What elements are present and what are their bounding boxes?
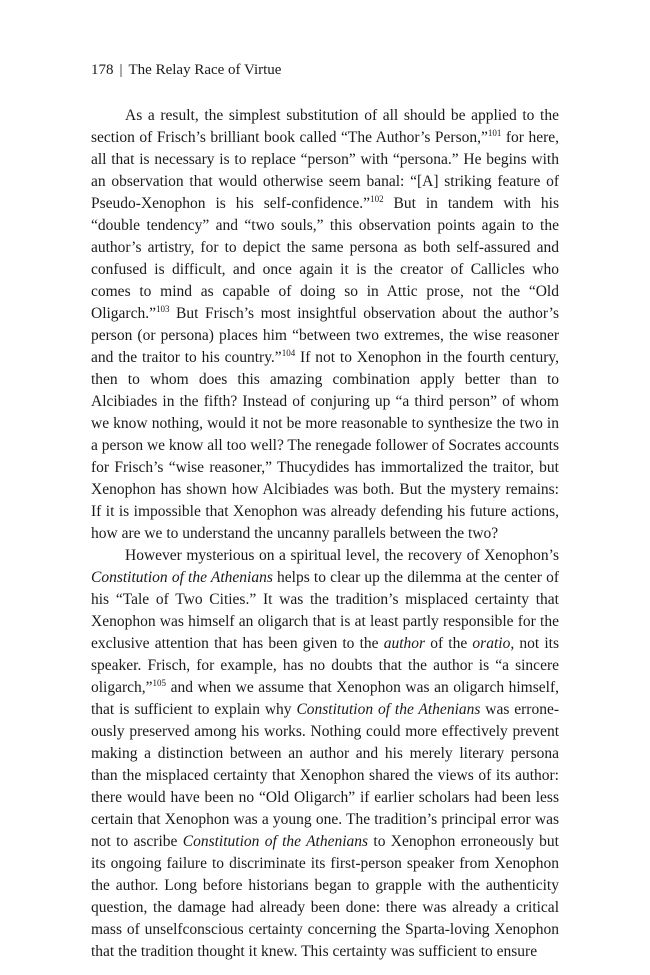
- body-text: [91, 105, 559, 963]
- text-run: If not to Xenophon in the fourth century, then to whom does this amazing combination apply better than to Alcibiades in the fifth? Instead of conjuring up “a third person” of whom we know nothing, would it not be more reasonable to synthesize the two in a person we know all too well? The renegade follower of Socrates accounts for Frisch’s “wise reasoner,” Thucydides has immortalized the traitor, but Xenophon has shown how Alcibiades was both. But the mystery remains: If it is impossible that Xenophon was already defending his future actions, how are we to understand the uncanny parallels between the two?: [91, 349, 559, 542]
- text-run: not its speaker. Frisch, for example, has no doubts that the author is “a sincere oligarch,”: [91, 635, 559, 696]
- text-run: But in tandem with his “double tendency” and “two souls,” this observation points again to the author’s artistry, for to depict the same persona as both self-assured and confused is difficult, and once again it is the creator of Callicles who comes to mind as capable of doing so in Attic prose, not the “Old Oligarch.”: [91, 195, 559, 322]
- footnote-ref: 105: [152, 678, 167, 688]
- header-separator: |: [119, 62, 123, 78]
- text-run: helps to clear up the dilemma at the center of his “Tale of Two Cities.” It was the tradition’s misplaced certainty that Xenophon was himself an oligarch that is at least partly responsible for the exclusive attention that has been given to the: [91, 569, 560, 652]
- text-run: As a result, the simplest substitution of all should be applied to the section of Frisch’s brilliant book called “The Author’s Person,”: [91, 107, 559, 146]
- text-run: But Frisch’s most insightful observation about the author’s person (or persona) places him “between two extremes, the wise reasoner and the traitor to his country.”: [91, 305, 559, 366]
- footnote-ref: 104: [281, 348, 296, 358]
- italic-title: Constitution of the Athenians: [91, 569, 273, 586]
- page-number: 178: [91, 62, 114, 78]
- paragraph: [91, 105, 559, 545]
- italic-title: Constitution of the Athenians: [296, 701, 481, 718]
- text-run: for here, all that is necessary is to replace “person” with “persona.” He begins with an observation that would otherwise seem banal: “[A] striking feature of Pseudo-Xenophon is his self-confidence.”: [91, 129, 559, 212]
- text-run: was errone-ously preserved among his works. Nothing could more effectively prevent making a distinction between an author and his merely literary persona than the misplaced certainty that Xenophon shared the views of its author: there would have been no “Old Oligarch” if earlier scholars had been less certain that Xenophon was a young one. The tradition’s principal error was not to ascribe: [91, 701, 559, 850]
- text-run: to Xenophon erroneously but its ongoing failure to discriminate its first-person speaker from Xenophon the author. Long before historians began to grapple with the authenticity question, the damage had already been done: there was already a critical mass of unselfconscious certainty concerning the Sparta-loving Xenophon that the tradition thought it knew. This certainty was sufficient to ensure: [91, 833, 559, 960]
- running-title: The Relay Race of Virtue: [128, 62, 282, 78]
- paragraph: [91, 545, 559, 963]
- italic-title: Constitution of the Athenians: [182, 833, 369, 850]
- footnote-ref: 103: [155, 304, 170, 314]
- text-run: and when we assume that Xenophon was an oligarch himself, that is sufficient to explain why: [91, 679, 559, 718]
- text-run: However mysterious on a spiritual level, the recovery of Xenophon’s: [125, 547, 559, 564]
- text-run: of the: [425, 635, 473, 652]
- footnote-ref: 102: [370, 194, 384, 204]
- footnote-ref: 101: [487, 128, 502, 138]
- italic-title: author: [383, 635, 426, 652]
- italic-title: oratio,: [472, 635, 515, 652]
- running-header: [91, 60, 281, 80]
